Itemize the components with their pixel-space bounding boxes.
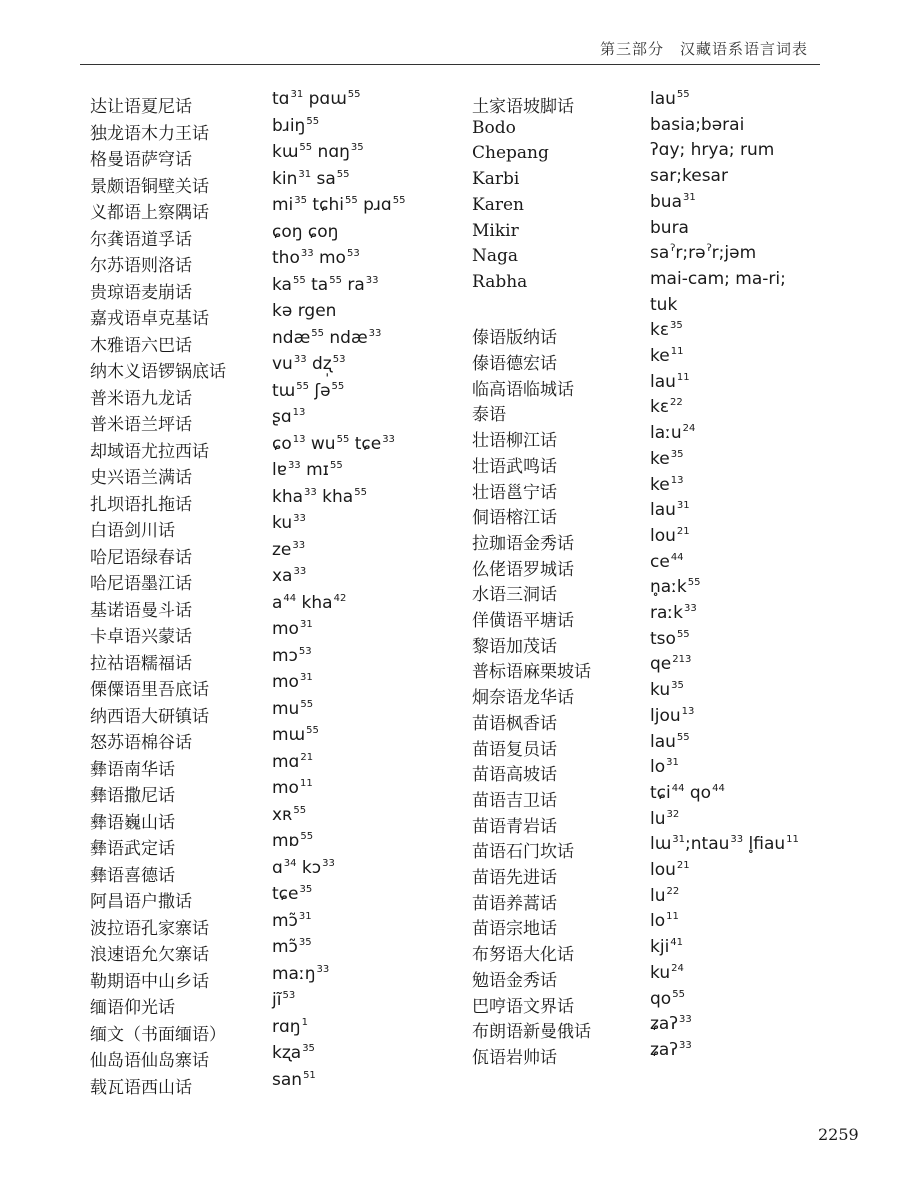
left-language-name: 波拉语孔家寨话 — [90, 918, 209, 939]
left-word-form: mɯ$^{55}$ — [272, 725, 319, 745]
right-language-name: 壮语武鸣话 — [472, 456, 557, 477]
left-language-name: 彝语武定话 — [90, 839, 175, 859]
right-language-name: 苗语先进话 — [472, 868, 557, 888]
left-word-form: kha$^{33}$ kha$^{55}$ — [272, 486, 367, 507]
left-language-name: 贵琼语麦崩话 — [90, 282, 192, 303]
left-language-name: 拉祜语糯福话 — [90, 653, 192, 674]
right-language-name: 佤语岩帅话 — [472, 1047, 557, 1068]
left-language-name: 扎坝语扎拖话 — [90, 494, 192, 515]
right-language-name: 侗语榕江话 — [472, 508, 557, 529]
left-word-form: kin$^{31}$ $sa^{55}$ — [272, 168, 350, 189]
right-language-name: 黎语加茂话 — [472, 636, 557, 657]
left-word-form: rɑŋ$^1$ — [272, 1016, 308, 1037]
right-language-name: 布努语大化话 — [472, 945, 574, 966]
right-language-name: Chepang — [472, 143, 549, 164]
left-word-form: $vu^{33}$ dʐ̩$^{53}$ — [272, 354, 346, 374]
left-word-form: maːŋ$^{33}$ — [272, 963, 330, 984]
left-language-name: 义都语上察隅话 — [90, 203, 209, 223]
left-word-form: $jĩ^{53}$ — [272, 990, 296, 1010]
right-word-form: bura — [650, 217, 689, 238]
left-word-form: mɔ̃$^{31}$ — [272, 910, 312, 931]
left-language-name: 普米语九龙话 — [90, 388, 192, 409]
left-word-form: ɑ$^{34}$ kɔ$^{33}$ — [272, 857, 335, 878]
left-language-name: 木雅语六巴话 — [90, 335, 192, 356]
right-word-form: kji$^{41}$ — [650, 937, 684, 958]
left-word-form: tho$^{33}$ $mo^{53}$ — [272, 248, 360, 268]
right-word-form: lau$^{55}$ — [650, 89, 690, 109]
left-language-name: 独龙语木力王话 — [90, 123, 209, 144]
left-language-name: 彝语喜德话 — [90, 865, 175, 886]
left-word-form: mɔ$^{53}$ — [272, 645, 312, 666]
right-language-name: 壮语柳江话 — [472, 431, 557, 452]
right-language-name: 苗语养蒿话 — [472, 893, 557, 914]
right-word-form: $ke^{35}$ — [650, 448, 684, 469]
left-language-name: 纳木义语锣锅底话 — [90, 362, 226, 382]
right-word-form: $ce^{44}$ — [650, 551, 684, 572]
left-language-name: 卡卓语兴蒙话 — [90, 627, 192, 647]
right-language-name: 临高语临城话 — [472, 379, 574, 400]
right-word-form: $ke^{13}$ — [650, 474, 684, 495]
right-language-name: 苗语石门坎话 — [472, 842, 574, 863]
right-language-name: 苗语青岩话 — [472, 816, 557, 837]
left-word-form: tɯ$^{55}$ ʃə$^{55}$ — [272, 380, 345, 401]
right-word-form: ljou$^{13}$ — [650, 705, 695, 726]
right-word-form: n̥aːk$^{55}$ — [650, 577, 701, 598]
right-word-form: lɯ$^{31}$;ntau$^{33}$ l̥fiau$^{11}$ — [650, 834, 799, 855]
right-word-form: bua$^{31}$ — [650, 191, 696, 212]
right-language-name: 炯奈语龙华话 — [472, 688, 574, 709]
left-word-form: xʀ$^{55}$ — [272, 804, 307, 825]
left-word-form: $mo^{31}$ — [272, 672, 313, 692]
left-language-name: 却域语尤拉西话 — [90, 441, 209, 462]
left-language-name: 傈僳语里吾底话 — [90, 680, 209, 700]
left-word-form: $mi^{35}$ tɕhi$^{55}$ pɹɑ$^{55}$ — [272, 195, 406, 215]
right-word-form: sar;kesar — [650, 166, 728, 187]
left-language-name: 浪速语允欠寨话 — [90, 945, 209, 965]
right-word-form: $qe^{213}$ — [650, 654, 692, 675]
header-rule — [80, 64, 820, 65]
left-word-form: ndæ$^{55}$ ndæ$^{33}$ — [272, 327, 382, 348]
right-word-form: $lo^{31}$ — [650, 757, 679, 778]
left-language-name: 尔龚语道孚话 — [90, 229, 192, 250]
left-language-name: 尔苏语则洛话 — [90, 256, 192, 276]
left-language-name: 缅语仰光话 — [90, 998, 175, 1018]
left-word-form: ʂɑ$^{13}$ — [272, 407, 306, 427]
right-word-form: kɛ$^{22}$ — [650, 397, 683, 418]
left-word-form: mɒ$^{55}$ — [272, 831, 314, 851]
right-word-form: raːk$^{33}$ — [650, 603, 697, 623]
left-language-name: 哈尼语绿春话 — [90, 547, 192, 568]
left-language-name: 达让语夏尼话 — [90, 97, 192, 117]
left-word-form: tɕe$^{35}$ — [272, 884, 313, 904]
right-language-name: 苗语吉卫话 — [472, 790, 557, 811]
right-word-form: lou$^{21}$ — [650, 860, 690, 880]
left-word-form: $mo^{11}$ — [272, 778, 313, 798]
right-word-form: $lo^{11}$ — [650, 911, 679, 932]
left-word-form: $a^{44}$ kha$^{42}$ — [272, 592, 347, 613]
right-language-name: 苗语高坡话 — [472, 765, 557, 786]
right-language-name: 仫佬语罗城话 — [472, 559, 574, 580]
left-language-name: 载瓦语西山话 — [90, 1077, 192, 1098]
right-word-form: $ku^{35}$ — [650, 680, 684, 701]
left-language-name: 嘉戎语卓克基话 — [90, 309, 209, 329]
left-word-form: $mu^{55}$ — [272, 698, 314, 719]
right-language-name: Karbi — [472, 169, 520, 190]
right-language-name: 勉语金秀话 — [472, 970, 557, 991]
left-language-name: 彝语撒尼话 — [90, 786, 175, 806]
right-language-name: 苗语枫香话 — [472, 713, 557, 734]
right-language-name: Bodo — [472, 117, 516, 138]
right-word-form: lau$^{31}$ — [650, 500, 690, 521]
right-word-form: tso$^{55}$ — [650, 628, 690, 649]
right-word-form: lau$^{55}$ — [650, 731, 690, 752]
left-word-form: $ka^{55}$ $ta^{55}$ $ra^{33}$ — [272, 274, 379, 295]
left-language-name: 缅文（书面缅语） — [90, 1024, 226, 1045]
left-language-name: 史兴语兰满话 — [90, 468, 192, 488]
right-language-name: 巴哼语文界话 — [472, 996, 574, 1017]
right-word-form: ʔɑy; hrya; rum — [650, 140, 775, 161]
left-language-name: 怒苏语棉谷话 — [90, 733, 192, 753]
left-word-form: bɹiŋ$^{55}$ — [272, 115, 320, 136]
right-language-name: 普标语麻栗坡话 — [472, 662, 591, 683]
left-language-name: 仙岛语仙岛寨话 — [90, 1051, 209, 1071]
right-language-name: 拉珈语金秀话 — [472, 533, 574, 554]
left-language-name: 格曼语萨穹话 — [90, 150, 192, 170]
right-language-name: 苗语复员话 — [472, 739, 557, 760]
left-language-name: 景颇语铜壁关话 — [90, 176, 209, 197]
right-word-form: $ku^{24}$ — [650, 962, 684, 983]
left-word-form: kɯ$^{55}$ nɑŋ$^{35}$ — [272, 142, 364, 162]
left-word-form: kʐa$^{35}$ — [272, 1043, 315, 1063]
right-word-form: mai-cam; ma-ri; — [650, 268, 786, 289]
left-language-name: 彝语南华话 — [90, 759, 175, 780]
right-language-name: 泰语 — [472, 405, 506, 426]
right-word-form: ʑaʔ$^{33}$ — [650, 1014, 692, 1035]
right-word-form: $lu^{22}$ — [650, 885, 680, 906]
right-language-name: Naga — [472, 246, 519, 267]
right-word-form: tuk — [650, 294, 678, 315]
left-language-name: 纳西语大研镇话 — [90, 706, 209, 727]
right-word-form: lau$^{11}$ — [650, 371, 690, 392]
left-word-form: mɔ̃$^{35}$ — [272, 937, 312, 957]
left-word-form: ɕo$^{13}$ $wu^{55}$ tɕe$^{33}$ — [272, 433, 395, 454]
right-word-form: $lu^{32}$ — [650, 808, 680, 829]
right-language-name: 水语三洞话 — [472, 585, 557, 606]
left-word-form: $mo^{31}$ — [272, 619, 313, 639]
right-language-name: 傣语版纳话 — [472, 328, 557, 349]
right-word-form: $ke^{11}$ — [650, 346, 684, 366]
left-word-form: kə rgen — [272, 301, 337, 321]
right-language-name: 壮语邕宁话 — [472, 482, 557, 503]
left-word-form: san$^{51}$ — [272, 1069, 316, 1090]
right-language-name: 土家语坡脚话 — [472, 97, 574, 117]
left-word-form: $ze^{33}$ — [272, 539, 306, 560]
page-number: 2259 — [818, 1125, 859, 1144]
left-word-form: $xa^{33}$ — [272, 566, 307, 586]
right-word-form: $qo^{55}$ — [650, 988, 685, 1009]
left-language-name: 普米语兰坪话 — [90, 415, 192, 435]
left-language-name: 哈尼语墨江话 — [90, 574, 192, 594]
left-word-form: $ku^{33}$ — [272, 513, 306, 533]
right-language-name: 佯僙语平塘话 — [472, 611, 574, 631]
right-language-name: 傣语德宏话 — [472, 354, 557, 374]
right-language-name: Mikir — [472, 220, 519, 241]
right-word-form: $sa^ʔr;rə^ʔr;jəm$ — [650, 243, 757, 264]
left-word-form: lɐ$^{33}$ mɪ$^{55}$ — [272, 460, 343, 480]
right-word-form: laːu$^{24}$ — [650, 423, 696, 444]
right-language-name: Karen — [472, 194, 524, 215]
right-word-form: basia;bərai — [650, 114, 745, 135]
right-word-form: lou$^{21}$ — [650, 525, 690, 546]
running-header: 第三部分 汉藏语系语言词表 — [600, 40, 809, 58]
left-language-name: 阿昌语户撒话 — [90, 892, 192, 912]
right-language-name: Rabha — [472, 271, 528, 292]
left-word-form: tɑ$^{31}$ pɑɯ$^{55}$ — [272, 89, 361, 109]
left-word-form: mɑ$^{21}$ — [272, 751, 314, 772]
left-language-name: 彝语巍山话 — [90, 812, 175, 833]
left-language-name: 勒期语中山乡话 — [90, 971, 209, 992]
right-language-name: 苗语宗地话 — [472, 919, 557, 940]
left-language-name: 白语剑川话 — [90, 521, 175, 541]
right-language-name: 布朗语新曼俄话 — [472, 1022, 591, 1043]
left-word-form: ɕoŋ ɕoŋ — [272, 221, 339, 242]
left-language-name: 基诺语曼斗话 — [90, 600, 192, 621]
right-word-form: ʑaʔ$^{33}$ — [650, 1039, 692, 1060]
right-word-form: kɛ$^{35}$ — [650, 320, 683, 341]
right-word-form: tɕi$^{44}$ $qo^{44}$ — [650, 782, 725, 803]
